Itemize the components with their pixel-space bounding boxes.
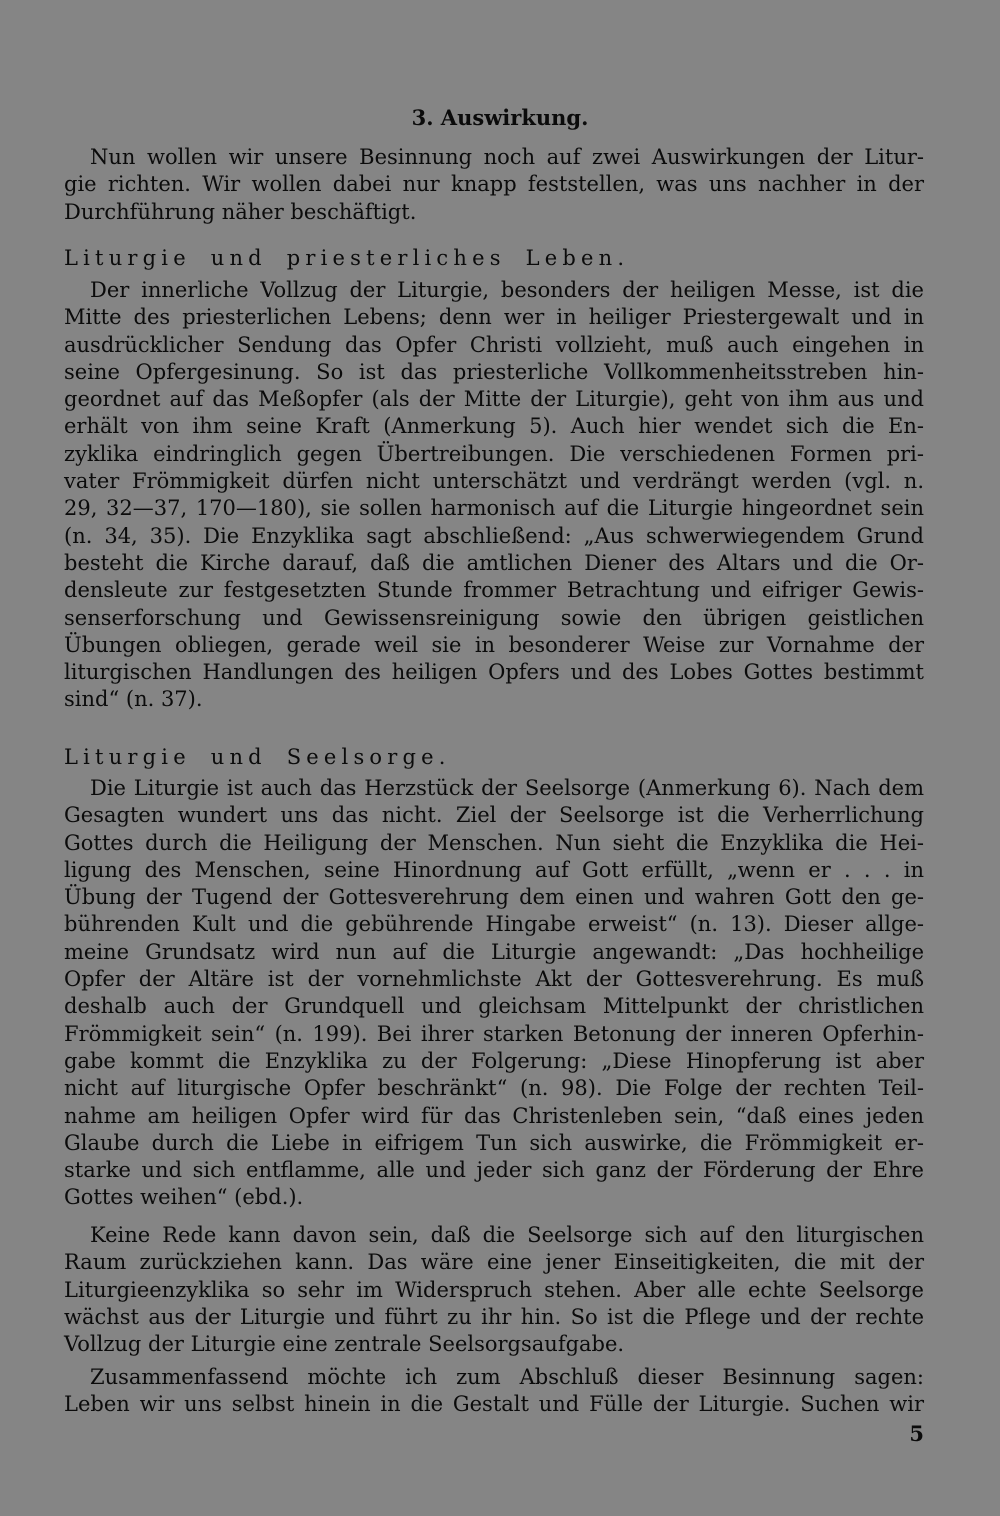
paragraph-priestly-life (64, 277, 924, 714)
text-line: ausdrücklicher Sendung das Opfer Christi vollzieht, muß auch eingehen in (64, 332, 924, 357)
text-line: Durchführung näher beschäftigt. (64, 199, 417, 224)
subheading-priestly-life: Liturgie und priesterliches Leben. (64, 246, 630, 270)
text-line: wächst aus der Liturgie und führt zu ihr hin. So ist die Pflege und der rechte (64, 1304, 924, 1329)
text-line: Übungen obliegen, gerade weil sie in besonderer Weise zur Vornahme der (64, 632, 924, 657)
text-line: Übung der Tugend der Gottesverehrung dem einen und wahren Gott den ge- (64, 885, 924, 910)
text-line: Raum zurückziehen kann. Das wäre eine jener Einseitigkeiten, die mit der (64, 1250, 924, 1275)
text-line: densleute zur festgesetzten Stunde frommer Betrachtung und eifriger Gewis- (64, 578, 924, 603)
paragraph-pastoral-care (64, 775, 924, 1212)
text-line: zyklika eindringlich gegen Übertreibungen. Die verschiedenen Formen pri- (64, 441, 924, 466)
text-line: meine Grundsatz wird nun auf die Liturgie angewandt: „Das hochheilige (64, 939, 924, 964)
section-heading: 3. Auswirkung. (411, 105, 589, 130)
text-line: Nun wollen wir unsere Besinnung noch auf zwei Auswirkungen der Litur- (90, 145, 924, 169)
text-line: Keine Rede kann davon sein, daß die Seelsorge sich auf den liturgischen (90, 1223, 924, 1247)
text-line: Zusammenfassend möchte ich zum Abschluß dieser Besinnung sagen: (90, 1365, 924, 1389)
text-line: Leben wir uns selbst hinein in die Gestalt und Fülle der Liturgie. Suchen wir (64, 1392, 924, 1417)
text-line: erhält von ihm seine Kraft (Anmerkung 5). Auch hier wendet sich die En- (64, 414, 924, 439)
text-line: Frömmigkeit sein“ (n. 199). Bei ihrer starken Betonung der inneren Opferhin- (64, 1021, 924, 1046)
text-line: bührenden Kult und die gebührende Hingabe erweist“ (n. 13). Dieser allge- (64, 912, 924, 937)
text-line: besteht die Kirche darauf, daß die amtlichen Diener des Altars und die Or- (64, 550, 924, 575)
text-line: nahme am heiligen Opfer wird für das Christenleben sein, “daß eines jeden (64, 1103, 924, 1128)
text-line: Gesagten wundert uns das nicht. Ziel der Seelsorge ist die Verherrlichung (64, 803, 924, 828)
page-number: 5 (909, 1421, 924, 1446)
text-line: Opfer der Altäre ist der vornehmlichste Akt der Gottesverehrung. Es muß (64, 967, 924, 992)
text-line: (n. 34, 35). Die Enzyklika sagt abschließend: „Aus schwerwiegendem Grund (64, 523, 924, 548)
text-line: Glaube durch die Liebe in eifrigem Tun sich auswirke, die Frömmigkeit er- (64, 1130, 924, 1155)
text-line: 29, 32—37, 170—180), sie sollen harmonisch auf die Liturgie hingeordnet sein (64, 496, 924, 521)
text-line: geordnet auf das Meßopfer (als der Mitte der Liturgie), geht von ihm aus und (64, 387, 924, 412)
text-line: gie richten. Wir wollen dabei nur knapp feststellen, was uns nachher in der (64, 172, 924, 197)
text-line: starke und sich entflamme, alle und jeder sich ganz der Förderung der Ehre (64, 1158, 924, 1183)
text-line: ligung des Menschen, seine Hinordnung auf Gott erfüllt, „wenn er . . . in (64, 857, 924, 882)
text-line: senserforschung und Gewissensreinigung sowie den übrigen geistlichen (64, 605, 924, 630)
text-line: Mitte des priesterlichen Lebens; denn wer in heiliger Priestergewalt und in (64, 305, 924, 330)
text-line: vater Frömmigkeit dürfen nicht unterschätzt und verdrängt werden (vgl. n. (64, 469, 924, 494)
text-line: Gottes durch die Heiligung der Menschen. Nun sieht die Enzyklika die Hei- (64, 830, 924, 855)
text-line: Vollzug der Liturgie eine zentrale Seelsorgsaufgabe. (64, 1332, 625, 1357)
text-line: deshalb auch der Grundquell und gleichsam Mittelpunkt der christlichen (64, 994, 924, 1019)
text-line: seine Opfergesinung. So ist das priesterliche Vollkommenheitsstreben hin- (64, 359, 924, 384)
text-line: Der innerliche Vollzug der Liturgie, besonders der heiligen Messe, ist die (90, 278, 924, 302)
text-line: nicht auf liturgische Opfer beschränkt“ (n. 98). Die Folge der rechten Teil- (64, 1076, 924, 1101)
text-line: Gottes weihen“ (ebd.). (64, 1185, 304, 1210)
text-line: liturgischen Handlungen des heiligen Opfers und des Lobes Gottes bestimmt (64, 660, 924, 685)
text-line: gabe kommt die Enzyklika zu der Folgerung: „Diese Hinopferung ist aber (64, 1048, 924, 1073)
intro-paragraph (64, 144, 924, 226)
text-line: sind“ (n. 37). (64, 687, 203, 712)
subheading-pastoral-care: Liturgie und Seelsorge. (64, 745, 451, 769)
paragraph-summary (64, 1364, 924, 1419)
text-line: Die Liturgie ist auch das Herzstück der Seelsorge (Anmerkung 6). Nach dem (90, 776, 924, 800)
paragraph-pastoral-scope (64, 1222, 924, 1358)
text-line: Liturgieenzyklika so sehr im Widerspruch stehen. Aber alle echte Seelsorge (64, 1277, 924, 1302)
